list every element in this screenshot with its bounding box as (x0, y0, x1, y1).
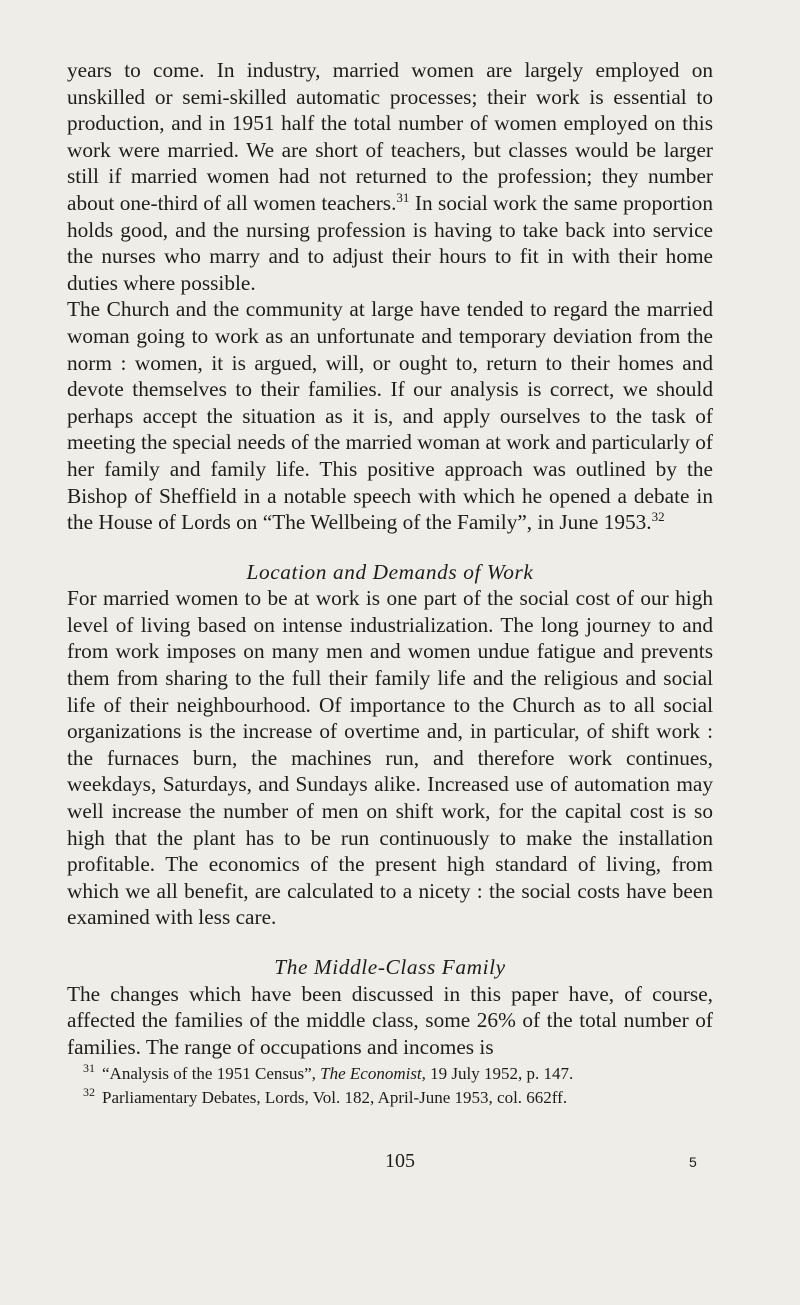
paragraph-4: The changes which have been discussed in this paper have, of course, affected the families of the middle class, some 26% of the total number of families. The range of occupations and incomes is (67, 981, 713, 1059)
footnote-source-title: The Economist, (320, 1064, 426, 1083)
footnote-text: Parliamentary Debates, Lords, Vol. 182, April-June 1953, col. 662ff. (102, 1088, 568, 1107)
paragraph-1-tail: In social work the same proportion holds good, and the nursing profession is having to take back into service the nurses who marry and to adjust their hours to fit in with their home duties where possible. (67, 190, 713, 295)
footnote-text-tail: 19 July 1952, p. 147. (425, 1064, 574, 1083)
paragraph-3: For married women to be at work is one part of the social cost of our high level of living based on intense industrialization. The long journey to and from work imposes on many men and women undue fatigue and prevents them from sharing to the full their family life and the religious and social life of their neighbourhood. Of importance to the Church as to all social organizations is the increase of overtime and, in particular, of shift work : the furnaces burn, the machines run, and therefore work continues, weekdays, Saturdays, and Sundays alike. Increased use of automation may well increase the number of men on shift work, for the capital cost is so high that the plant has to be run continuously to make the installation profitable. The economics of the present high standard of living, from which we all benefit, are calculated to a nicety : the social costs have been examined with less care. (67, 586, 713, 930)
paragraph-1-text: years to come. In industry, married women are largely employed on unskilled or semi-skilled automatic processes; their work is essential to production, and in 1951 half the total number of women employed on this work were married. We are short of teachers, but classes would be larger still if married women had not returned to the profession; they number about one-third of all women teachers. (67, 58, 713, 215)
footnote-number: 31 (83, 1061, 95, 1076)
footnote-ref-31[interactable]: 31 (396, 189, 410, 205)
footnotes (67, 1062, 727, 1110)
body-text (67, 57, 713, 1060)
signature-mark: 5 (689, 1154, 697, 1170)
section-heading-middle-class: The Middle-Class Family (274, 955, 506, 979)
paragraph-2 (67, 296, 713, 535)
footnote-31 (67, 1062, 727, 1086)
paragraph-2-text: The Church and the community at large have tended to regard the married woman going to work as an unfortunate and temporary deviation from the norm : women, it is argued, will, or ought to, return to their homes and devote themselves to their families. If our analysis is correct, we should perhaps accept the situation as it is, and apply ourselves to the task of meeting the special needs of the married woman at work and particularly of her family and family life. This positive approach was outlined by the Bishop of Sheffield in a notable speech with which he opened a debate in the House of Lords on “The Wellbeing of the Family”, in June 1953. (67, 297, 713, 535)
footnote-32 (67, 1086, 727, 1110)
footnote-number: 32 (83, 1085, 95, 1100)
footnote-ref-32[interactable]: 32 (651, 509, 665, 524)
paragraph-1 (67, 57, 713, 296)
page-number: 105 (385, 1150, 415, 1172)
footnote-text: “Analysis of the 1951 Census”, (102, 1064, 321, 1083)
section-heading-location: Location and Demands of Work (246, 559, 534, 584)
